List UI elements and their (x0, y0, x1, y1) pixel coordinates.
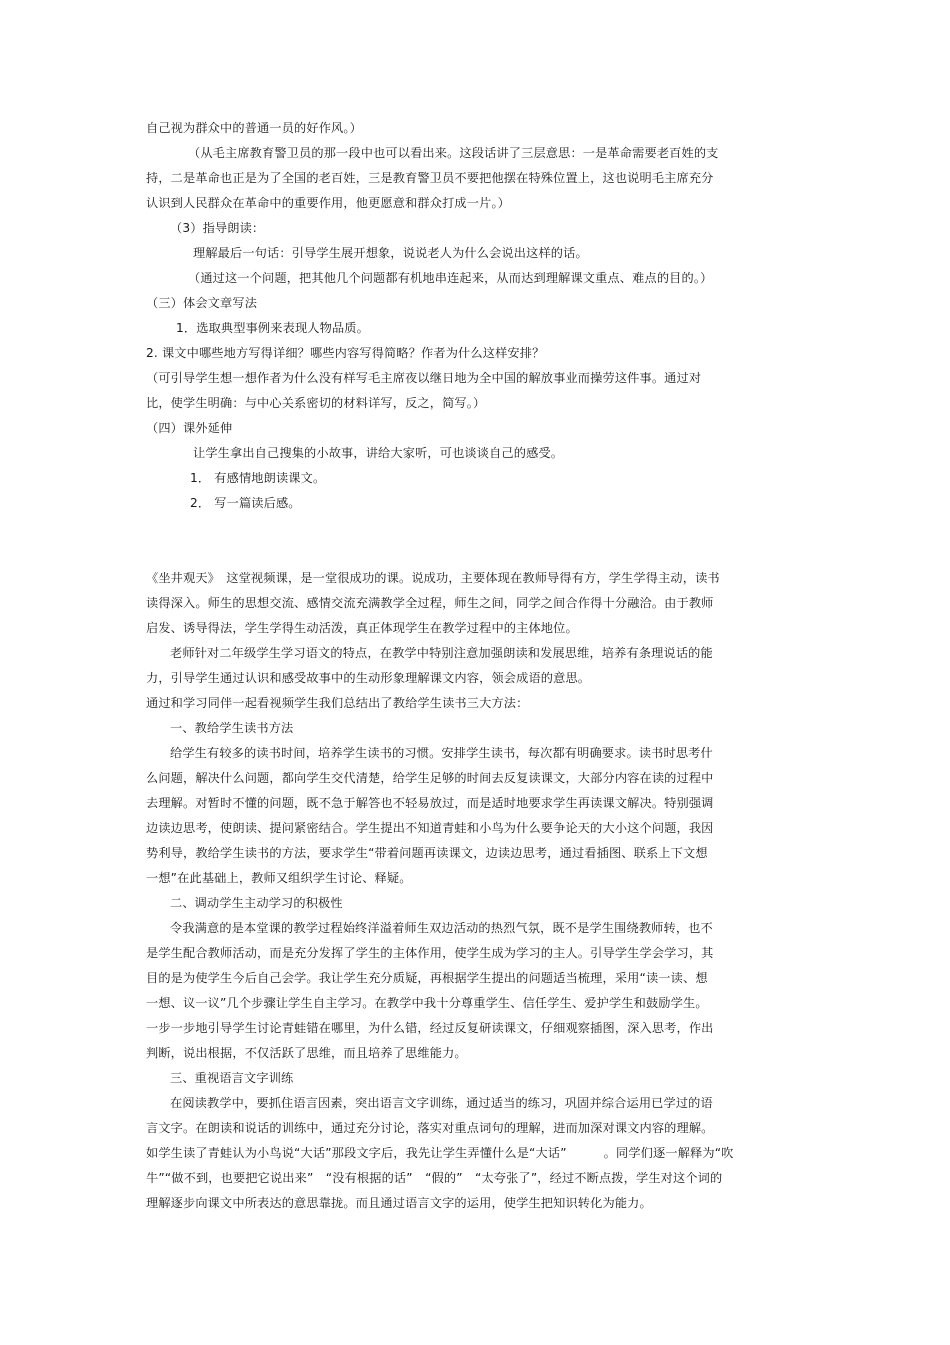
text-line: 力，引导学生通过认识和感受故事中的生动形象理解课文内容，领会成语的意思。 (146, 671, 591, 685)
text-line: 言文字。在朗读和说话的训练中，通过充分讨论，落实对重点词句的理解，进而加深对课文内容的理解。 (146, 1121, 714, 1135)
text-line: 判断，说出根据，不仅活跃了思维，而且培养了思维能力。 (146, 1046, 467, 1060)
text-line: 令我满意的是本堂课的教学过程始终洋溢着师生双边活动的热烈气氛，既不是学生围绕教师转，也不 (170, 921, 713, 935)
text-line: 2. 课文中哪些地方写得详细？哪些内容写得简略？作者为什么这样安排？ (146, 346, 545, 360)
text-line: 通过和学习同伴一起看视频学生我们总结出了教给学生读书三大方法： (146, 696, 529, 710)
text-line: 让学生拿出自己搜集的小故事，讲给大家听，可也谈谈自己的感受。 (193, 446, 564, 460)
section-heading: 二、调动学生主动学习的积极性 (170, 896, 343, 910)
text-line: 1． 有感情地朗读课文。 (190, 471, 326, 485)
section-heading: 一、教给学生读书方法 (170, 721, 294, 735)
section-heading: （四）课外延伸 (146, 421, 233, 435)
text-line: 持，二是革命也正是为了全国的老百姓，三是教育警卫员不要把他摆在特殊位置上，这也说明毛主席充分 (146, 171, 714, 185)
text-line: 自己视为群众中的普通一员的好作风。） (146, 121, 362, 135)
text-line: 认识到人民群众在革命中的重要作用，他更愿意和群众打成一片。） (146, 196, 511, 210)
text-line: 去理解。对暂时不懂的问题，既不急于解答也不轻易放过，而是适时地要求学生再读课文解决。特别强调 (146, 796, 714, 810)
text-line: 是学生配合教师活动，而是充分发挥了学生的主体作用，使学生成为学习的主人。引导学生学会学习，其 (146, 946, 714, 960)
text-line: 势利导，教给学生读书的方法，要求学生“带着问题再读课文，边读边思考，通过看插图、联系上下文想 (146, 846, 708, 860)
text-line: 一想、议一议”几个步骤让学生自主学习。在教学中我十分尊重学生、信任学生、爱护学生和鼓励学生。 (146, 996, 708, 1010)
section-heading: 三、重视语言文字训练 (170, 1071, 294, 1085)
text-line: 么问题，解决什么问题，都向学生交代清楚，给学生足够的时间去反复读课文，大部分内容在读的过程中 (146, 771, 714, 785)
text-line: （3）指导朗读： (170, 221, 265, 235)
text-line: 启发、诱导得法，学生学得生动活泼，真正体现学生在教学过程中的主体地位。 (146, 621, 578, 635)
text-line: 《坐井观天》 这堂视频课，是一堂很成功的课。说成功，主要体现在教师导得有方，学生学得主动，读书 (146, 571, 720, 585)
text-line: （从毛主席教育警卫员的那一段中也可以看出来。这段话讲了三层意思：一是革命需要老百姓的支 (188, 146, 719, 160)
text-line: 2． 写一篇读后感。 (190, 496, 301, 510)
text-line: 牛”“做不到，也要把它说出来” “没有根据的话” “假的” “太夸张了”，经过不断点拨，学生对这个词的 (146, 1171, 723, 1185)
text-line: 边读边思考，使朗读、提问紧密结合。学生提出不知道青蛙和小鸟为什么要争论天的大小这个问题，我因 (146, 821, 714, 835)
text-line: 如学生读了青蛙认为小鸟说“大话”那段文字后，我先让学生弄懂什么是“大话” 。同学们逐一解释为“吹 (146, 1146, 734, 1160)
text-line: 一想”在此基础上，教师又组织学生讨论、释疑。 (146, 871, 412, 885)
text-line: 读得深入。师生的思想交流、感情交流充满教学全过程，师生之间，同学之间合作得十分融洽。由于教师 (146, 596, 714, 610)
text-line: （可引导学生想一想作者为什么没有样写毛主席夜以继日地为全中国的解放事业而操劳这件事。通过对 (146, 371, 702, 385)
section-heading: （三）体会文章写法 (146, 296, 258, 310)
text-line: 一步一步地引导学生讨论青蛙错在哪里，为什么错，经过反复研读课文，仔细观察插图，深入思考，作出 (146, 1021, 714, 1035)
text-line: 给学生有较多的读书时间，培养学生读书的习惯。安排学生读书，每次都有明确要求。读书时思考什 (170, 746, 713, 760)
text-line: （通过这一个问题，把其他几个问题都有机地串连起来，从而达到理解课文重点、难点的目的。） (188, 271, 713, 285)
text-line: 在阅读教学中，要抓住语言因素，突出语言文字训练，通过适当的练习，巩固并综合运用已学过的语 (170, 1096, 713, 1110)
text-line: 目的是为使学生今后自己会学。我让学生充分质疑，再根据学生提出的问题适当梳理，采用“读一读、想 (146, 971, 708, 985)
text-line: 1．选取典型事例来表现人物品质。 (176, 321, 369, 335)
text-line: 理解最后一句话：引导学生展开想象，说说老人为什么会说出这样的话。 (193, 246, 588, 260)
text-line: 理解逐步向课文中所表达的意思靠拢。而且通过语言文字的运用，使学生把知识转化为能力。 (146, 1196, 652, 1210)
text-line: 比，使学生明确：与中心关系密切的材料详写，反之，简写。） (146, 396, 486, 410)
text-line: 老师针对二年级学生学习语文的特点，在教学中特别注意加强朗读和发展思维，培养有条理说话的能 (170, 646, 713, 660)
